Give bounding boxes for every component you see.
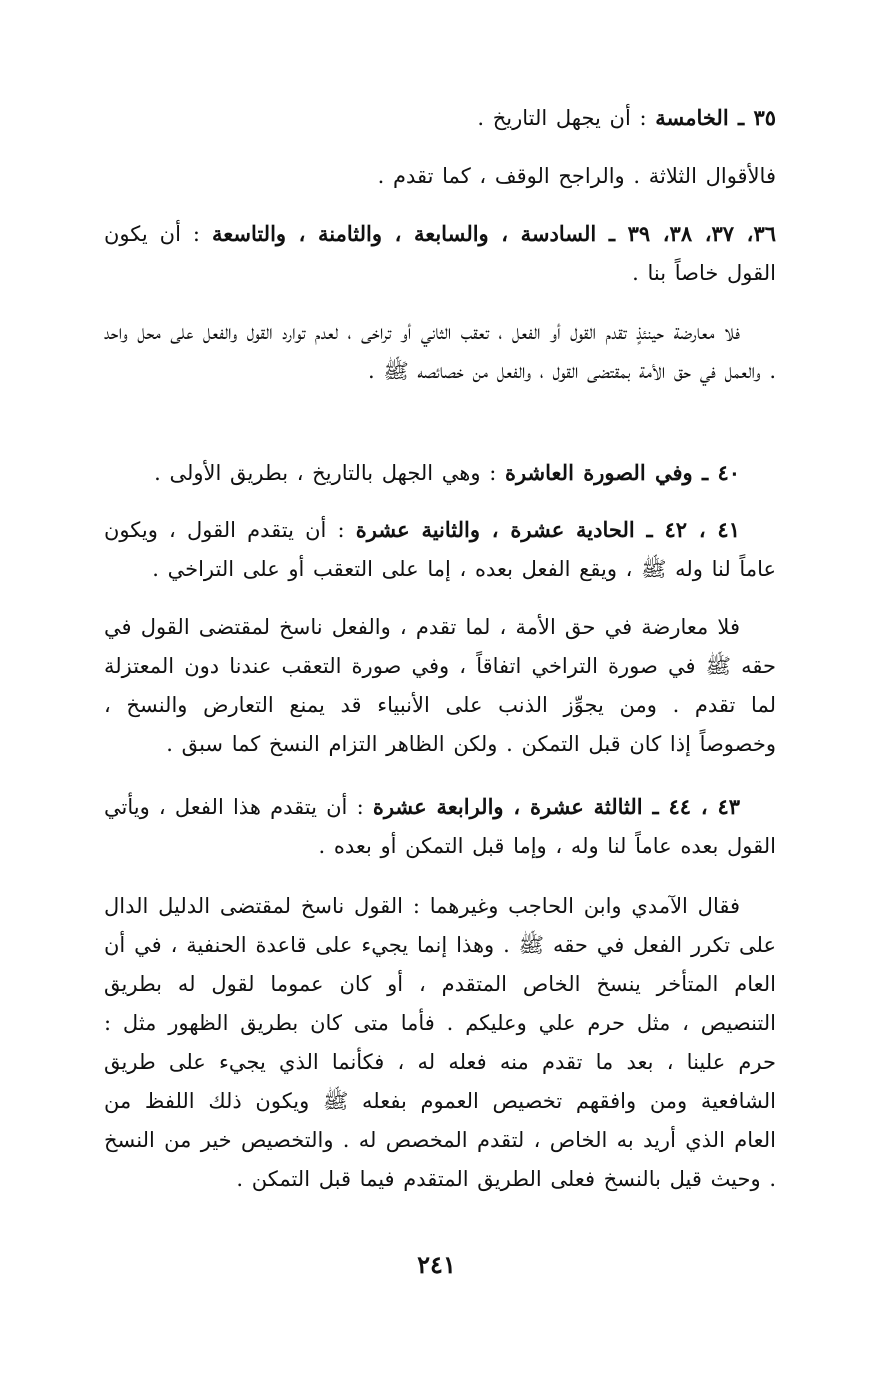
paragraph-text: فلا معارضة في حق الأمة ، لما تقدم ، والفعل ناسخ لمقتضى القول في حقه ﷺ في صورة التراخي اتفاقاً ، وفي صورة التعقب عندنا دون المعتزلة لما تقدم . ومن يجوِّز الذنب على الأنبياء قد يمنع التعارض والنسخ ، وخصوصاً إذا كان قبل التمكن . ولكن الظاهر التزام النسخ كما سبق . (104, 615, 776, 756)
paragraph-no-conflict (104, 313, 776, 391)
paragraph-text: : أن يكون القول خاصاً بنا . (104, 222, 776, 285)
paragraph-text: : أن يتقدم القول ، ويكون عاماً لنا وله ﷺ ، ويقع الفعل بعده ، إما على التعقب أو على التراخي . (104, 518, 776, 581)
paragraph (104, 453, 776, 493)
paragraph-text: فقال الآمدي وابن الحاجب وغيرهما : القول ناسخ لمقتضى الدليل الدال على تكرر الفعل في حقه ﷺ . وهذا إنما يجيء على قاعدة الحنفية ، في أن العام المتأخر ينسخ الخاص المتقدم ، أو كان عموما لقول له بطريق التنصيص ، مثل حرم علي وعليكم . فأما متى كان بطريق الظهور مثل : حرم علينا ، بعد ما تقدم منه فعله له ، فكأنما الذي يجيء على طريق الشافعية ومن وافقهم تخصيص العموم بفعله ﷺ ويكون ذلك اللفظ من العام الذي أريد به الخاص ، لتقدم المخصص له . والتخصيص خير من النسخ . وحيث قيل بالنسخ فعلى الطريق المتقدم فيما قبل التمكن . (104, 894, 776, 1191)
section-heading: ٤٠ ـ وفي الصورة العاشرة (504, 460, 740, 485)
paragraph (104, 608, 776, 764)
paragraph-40 (104, 453, 776, 493)
paragraph (104, 98, 776, 138)
paragraph (104, 313, 776, 391)
paragraph-41-42 (104, 510, 776, 589)
section-heading: ٣٥ ـ الخامسة (655, 105, 776, 130)
paragraph-text: : أن يتقدم هذا الفعل ، ويأتي القول بعده عاماً لنا وله ، وإما قبل التمكن أو بعده . (104, 795, 776, 858)
paragraph-43-44 (104, 787, 776, 866)
paragraph (104, 510, 776, 589)
paragraph-text: : أن يجهل التاريخ . (477, 106, 647, 130)
paragraph-text: : وهي الجهل بالتاريخ ، بطريق الأولى . (154, 461, 497, 485)
paragraph (104, 157, 776, 196)
paragraph-abrogation (104, 608, 776, 764)
section-heading: ٤٣ ، ٤٤ ـ الثالثة عشرة ، والرابعة عشرة (372, 794, 740, 819)
section-heading: ٣٦، ٣٧، ٣٨، ٣٩ ـ السادسة ، والسابعة ، والثامنة ، والتاسعة (211, 221, 777, 246)
paragraph-35 (104, 98, 776, 138)
section-heading: ٤١ ، ٤٢ ـ الحادية عشرة ، والثانية عشرة (355, 517, 740, 542)
paragraph (104, 787, 776, 866)
paragraph (104, 214, 776, 293)
paragraph-amidi (104, 887, 776, 1199)
paragraph-text: فلا معارضة حينئذٍ تقدم القول أو الفعل ، تعقب الثاني أو تراخى ، لعدم توارد القول والفعل على محل واحد . والعمل في حق الأمة بمقتضى القول ، والفعل من خصائصه ﷺ . (104, 320, 776, 383)
paragraph-36-39 (104, 214, 776, 293)
paragraph-three-opinions (104, 157, 776, 196)
paragraph (104, 887, 776, 1199)
page-number: ٢٤١ (417, 1250, 456, 1279)
paragraph-text: فالأقوال الثلاثة . والراجح الوقف ، كما تقدم . (377, 164, 776, 188)
